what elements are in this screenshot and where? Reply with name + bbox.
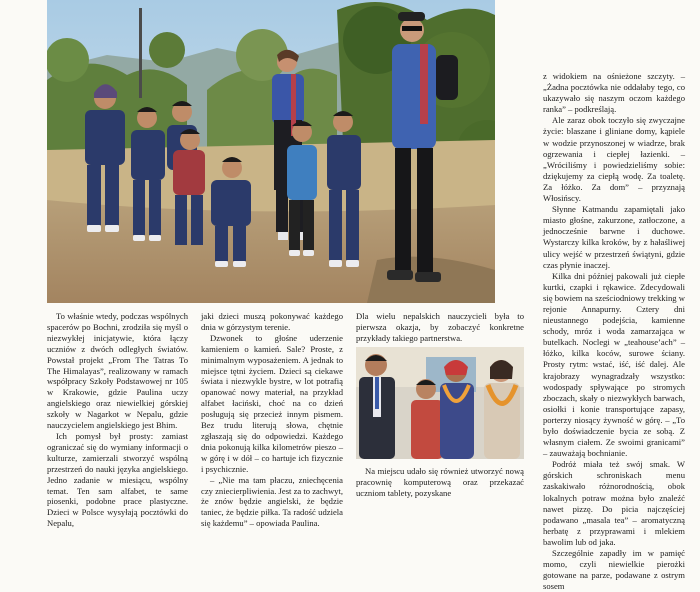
paragraph: To właśnie wtedy, podczas wspólnych spacerów po Bochni, zrodziła się myśl o niezwykłej inicjatywie, która łączy uczniów z dwóch odległych światów. Powstał projekt „From The Tatras To The Himalayas”, realizowany w ramach współpracy Szkoły Podstawowej nr 105 w Krakowie, gdzie Paulina uczy angielskiego oraz niewielkiej górskiej szkoły w Nagarkot w Nepalu, gdzie nauczycielem angielskiego jest Bhim.: [47, 311, 188, 431]
text-column-2: [201, 311, 343, 529]
paragraph: Podróż miała też swój smak. W górskich schroniskach menu zaskakiwało różnorodnością, obok lokalnych potraw można było znaleźć nawet pizzę. Do picia najczęściej podawano „masala tea” – aromatyczną herbatę z przyprawami i mlekiem bawolim lub od jaka.: [543, 459, 685, 547]
ceremony-photo: [356, 347, 524, 459]
paragraph: Ich pomysł był prosty: zamiast ograniczać się do wymiany informacji o kulturze, zamierzali stworzyć wspólną przestrzeń do nauki języka angielskiego. Jedno zadanie w miesiącu, wspólny temat. Ten sam alfabet, te same piosenki, podobne prace plastyczne. Dzieci w Polsce wysyłają pocztówki do Nepalu,: [47, 430, 188, 529]
paragraph: – „Nie ma tam płaczu, zniechęcenia czy zniecierpliwienia. Jest za to zachwyt, że znów będzie angielski, że będzie taniec, że będzie piłka. Ta radość udziela się każdemu” – opowiada Paulina.: [201, 474, 343, 529]
paragraph: Słynne Katmandu zapamiętali jako miasto głośne, zakurzone, zatłoczone, a jednocześnie barwne i duchowe. Wystarczy kilka kroków, by z hałaśliwej ulicy wejść w przestrzeń świątyni, gdzie czas płynie inaczej.: [543, 204, 685, 270]
paragraph: Na miejscu udało się również utworzyć nową pracownię komputerową oraz przekazać uczniom tablety, pozyskane: [356, 466, 524, 498]
main-photo: [47, 0, 495, 303]
paragraph: Kilka dni później pakowali już ciepłe kurtki, czapki i rękawice. Zdecydowali się bowiem na sześciodniowy trekking w rejonie Annapurny. Cztery dni nieustannego podejścia, kamienne schody, mróz i woda zamarzająca w butelkach. Noclegi w „teahouse’ach” – łóżko, kilka koców, surowe ściany. Prosty rytm: wstać, iść, iść dalej. Ale krajobrazy wynagradzały wszystko: wodospady spływające po stromych zboczach, skały o niezwykłych barwach, osiołki i konie transportujące zapasy, porterzy niosący żywność w górę. – „To było doświadczenie bycia ze sobą. Z własnym ciałem. Ze swoimi granicami” – zauważają bochnianie.: [543, 270, 685, 459]
text-column-3-top: [356, 311, 524, 344]
paragraph: jaki dzieci muszą pokonywać każdego dnia w górzystym terenie.: [201, 311, 343, 332]
text-column-3-bottom: [356, 466, 524, 499]
paragraph: Szczególnie zapadły im w pamięć momo, czyli niewielkie pierożki gotowane na parze, podawane z ostrym sosem: [543, 548, 685, 592]
paragraph: Dla wielu nepalskich nauczycieli była to pierwsza okazja, by zobaczyć konkretne przykłady takiego partnerstwa.: [356, 311, 524, 343]
text-column-1: [47, 311, 188, 529]
paragraph: Ale zaraz obok toczyło się zwyczajne życie: blaszane i gliniane domy, kąpiele w wodzie przynoszonej w wiadrze, brak ogrzewania i ciepłej łazienki. – „Wróciliśmy i powiedzieliśmy sobie: dziękujemy za ciepłą wodę. Za toaletę. Za łóżko. Za dom” – przyznają Włosińscy.: [543, 115, 685, 204]
paragraph: Dzwonek to głośne uderzenie kamieniem o kamień. Sale? Proste, z minimalnym wyposażeniem. A jednak to miejsce tętni życiem. Dzieci są ciekawe świata i niezwykle bystre, w lot potrafią opanować nowy materiał, na przykład alfabet łaciński, choć na co dzień posługują się przecież innym pismem. Bez trudu literują słowa, chętnie zgłaszają się do odpowiedzi. Każdego dnia pokonują kilka kilometrów pieszo – w górę i w dół – co hartuje ich fizycznie i psychicznie.: [201, 332, 343, 474]
text-column-4: [543, 71, 685, 592]
paragraph: z widokiem na ośnieżone szczyty. – „Żadna pocztówka nie oddałaby tego, co ukazywało się naszym oczom każdego ranka” – podkreślają.: [543, 71, 685, 115]
